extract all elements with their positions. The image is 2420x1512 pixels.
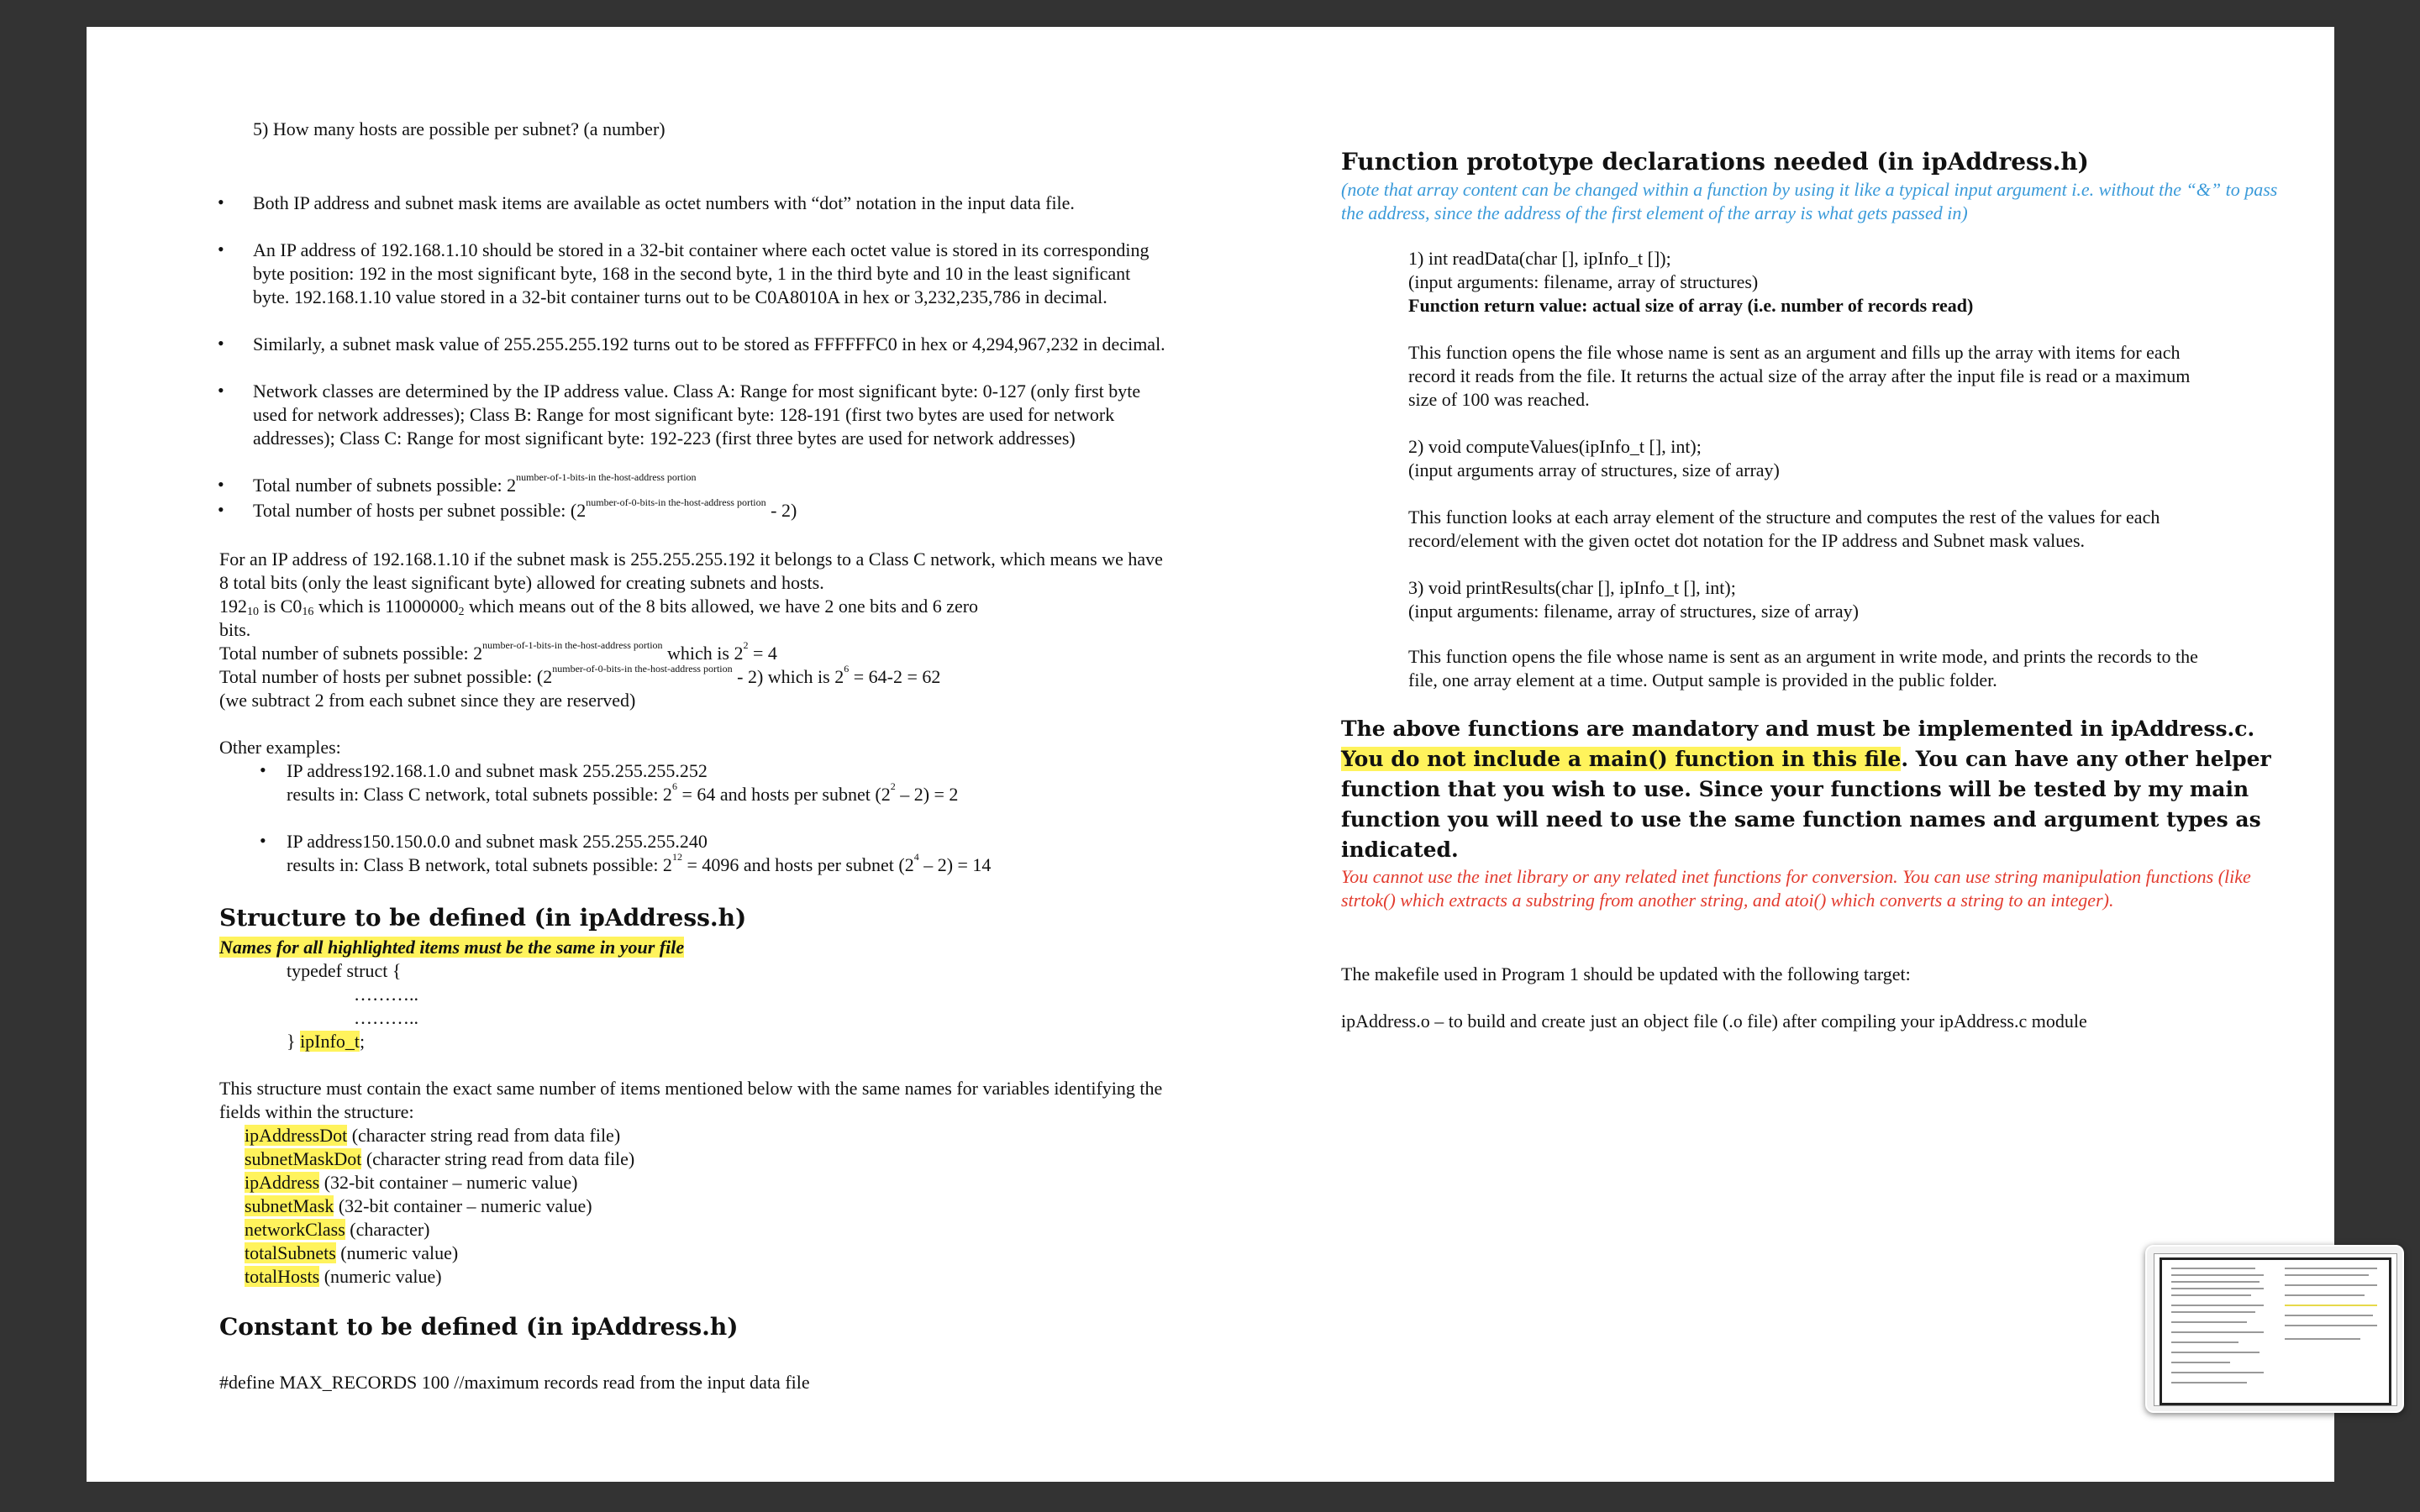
bullet-dot: • [218, 474, 224, 495]
bullet-dot: • [260, 759, 266, 780]
example-2-line-2: results in: Class B network, total subnets possible: $2^{12} = 4096$ and hosts per subnet $(2^4 - 2) = 14$ [287, 851, 992, 875]
define-line: #define MAX_RECORDS 100 //maximum records read from the input data file [219, 1372, 810, 1393]
bullet-dot: • [218, 333, 224, 354]
example-1-line-2: results in: Class C network, total subnets possible: $2^6 = 64$ and hosts per subnet $(2^2 - 2) = 2$ [287, 780, 959, 805]
example-2-line-1: IP address150.150.0.0 and subnet mask 255.255.255.240 [287, 831, 708, 852]
bullet-3: Similarly, a subnet mask value of 255.255.255.192 turns out to be stored as FFFFFFC0 in hex or 4,294,967,232 in decimal. [253, 333, 1165, 354]
field-item: subnetMask (32-bit container – numeric value) [245, 1195, 592, 1216]
subnets-calc: Total number of subnets possible: $2^{number-of-1-bits-in the-host-address portion}$ which is $2^2 = 4$ [219, 639, 777, 664]
bullet-dot: • [218, 380, 224, 401]
structure-paragraph: This structure must contain the exact same number of items mentioned below with the same names for variables identifying the fields within the structure: [219, 1078, 1163, 1122]
binary-line: 19210 is C016 which is 110000002 which means out of the 8 bits allowed, we have 2 one bits and 6 zero [219, 596, 979, 618]
thumbnail-page [2154, 1253, 2397, 1406]
bullet-dot: • [218, 239, 224, 260]
func-1-signature: 1) int readData(char [], ipInfo_t []); [1408, 248, 1671, 269]
func-3-description: This function opens the file whose name is sent as an argument in write mode, and prints the records to the file, one array element at a time. Output sample is provided in the public folder. [1408, 646, 2198, 690]
struct-dots-1: ……….. [354, 984, 418, 1005]
page-thumbnail-navigator[interactable] [2145, 1245, 2404, 1413]
document-page [87, 27, 2334, 1482]
bullet-4: Network classes are determined by the IP address value. Class A: Range for most significant byte: 0-127 (only first byte used for network addresses); Class B: Range for most significant byte: 128-191 (first two bytes are used for network addresses); Class C: Range for most significant byte: 192-223 (first three bytes are used for network addresses) [253, 381, 1141, 449]
field-item: networkClass (character) [245, 1219, 430, 1240]
struct-close: } ipInfo_t; [287, 1031, 366, 1052]
thumbnail-viewport[interactable] [2160, 1257, 2391, 1405]
constant-heading: Constant to be defined (in ipAddress.h) [219, 1313, 739, 1341]
bits-line: bits. [219, 619, 251, 640]
makefile-target: ipAddress.o – to build and create just an object file (.o file) after compiling your ipAddress.c module [1341, 1011, 2087, 1032]
bullet-dot: • [218, 499, 224, 520]
field-item: ipAddressDot (character string read from data file) [245, 1125, 621, 1146]
bullet-dot: • [260, 830, 266, 851]
bullet-6: Total number of hosts per subnet possible: $(2^{number-of-0-bits-in the-host-address portion} - 2)$ [253, 496, 797, 521]
typedef-line: typedef struct { [287, 960, 402, 981]
bullet-2: An IP address of 192.168.1.10 should be stored in a 32-bit container where each octet value is stored in its corresponding byte position: 192 in the most significant byte, 168 in the second byte, 1 in the third byte and 10 in the least significant byte. 192.168.1.10 value stored in a 32-bit container turns out to be C0A8010A in hex or 3,232,235,786 in decimal. [253, 239, 1150, 307]
field-item: subnetMaskDot (character string read from data file) [245, 1148, 635, 1169]
func-3-signature: 3) void printResults(char [], ipInfo_t [], int); [1408, 577, 1736, 598]
field-item: totalHosts (numeric value) [245, 1266, 442, 1287]
func-2-args: (input arguments array of structures, size of array) [1408, 459, 1780, 480]
struct-dots-2: ……….. [354, 1007, 418, 1028]
reserved-note: (we subtract 2 from each subnet since they are reserved) [219, 690, 636, 711]
structure-heading: Structure to be defined (in ipAddress.h) [219, 904, 747, 932]
inet-restriction-note: You cannot use the inet library or any related inet functions for conversion. You can use string manipulation functions (like strtok() which extracts a substring from another string, and atoi() which converts a string to an integer). [1341, 866, 2251, 911]
func-1-return: Function return value: actual size of array (i.e. number of records read) [1408, 295, 1974, 316]
func-1-args: (input arguments: filename, array of structures) [1408, 271, 1759, 292]
func-3-args: (input arguments: filename, array of structures, size of array) [1408, 601, 1859, 622]
field-item: totalSubnets (numeric value) [245, 1242, 459, 1263]
makefile-line: The makefile used in Program 1 should be updated with the following target: [1341, 963, 1911, 984]
prototype-heading: Function prototype declarations needed (in ipAddress.h) [1341, 148, 2089, 176]
func-2-description: This function looks at each array element of the structure and computes the rest of the values for each record/element with the given octet dot notation for the IP address and Subnet mask values. [1408, 507, 2160, 551]
other-examples-label: Other examples: [219, 737, 341, 758]
func-1-description: This function opens the file whose name is sent as an argument and fills up the array with items for each record it reads from the file. It returns the actual size of the array after the input file is read or a maximum size of 100 was reached. [1408, 342, 2191, 410]
hosts-calc: Total number of hosts per subnet possible: $(2^{number-of-0-bits-in the-host-address portion} - 2)$ which is $2^6 = 64-2 = 62$ [219, 663, 941, 687]
func-2-signature: 2) void computeValues(ipInfo_t [], int); [1408, 436, 1702, 457]
example-1-line-1: IP address192.168.1.0 and subnet mask 255.255.255.252 [287, 760, 708, 781]
field-item: ipAddress (32-bit container – numeric value) [245, 1172, 578, 1193]
bullet-1: Both IP address and subnet mask items are available as octet numbers with “dot” notation in the input data file. [253, 192, 1075, 213]
example-paragraph: For an IP address of 192.168.1.10 if the subnet mask is 255.255.255.192 it belongs to a Class C network, which means we have 8 total bits (only the least significant byte) allowed for creating subnets and hosts. [219, 549, 1163, 593]
structure-note: Names for all highlighted items must be the same in your file [219, 937, 685, 958]
mandatory-paragraph: The above functions are mandatory and must be implemented in ipAddress.c. You do not include a main() function in this file. You can have any other helper function that you wish to use. Since your functions will be tested by my main function you will need to use the same function names and argument types as indicated. [1341, 717, 2271, 862]
array-note: (note that array content can be changed within a function by using it like a typical input argument i.e. without the “&” to pass the address, since the address of the first element of the array is what gets passed in) [1341, 179, 2278, 223]
bullet-dot: • [218, 192, 224, 213]
question-5: 5) How many hosts are possible per subnet? (a number) [253, 118, 666, 139]
bullet-5: Total number of subnets possible: $2^{number-of-1-bits-in the-host-address portion}$ [253, 471, 697, 496]
